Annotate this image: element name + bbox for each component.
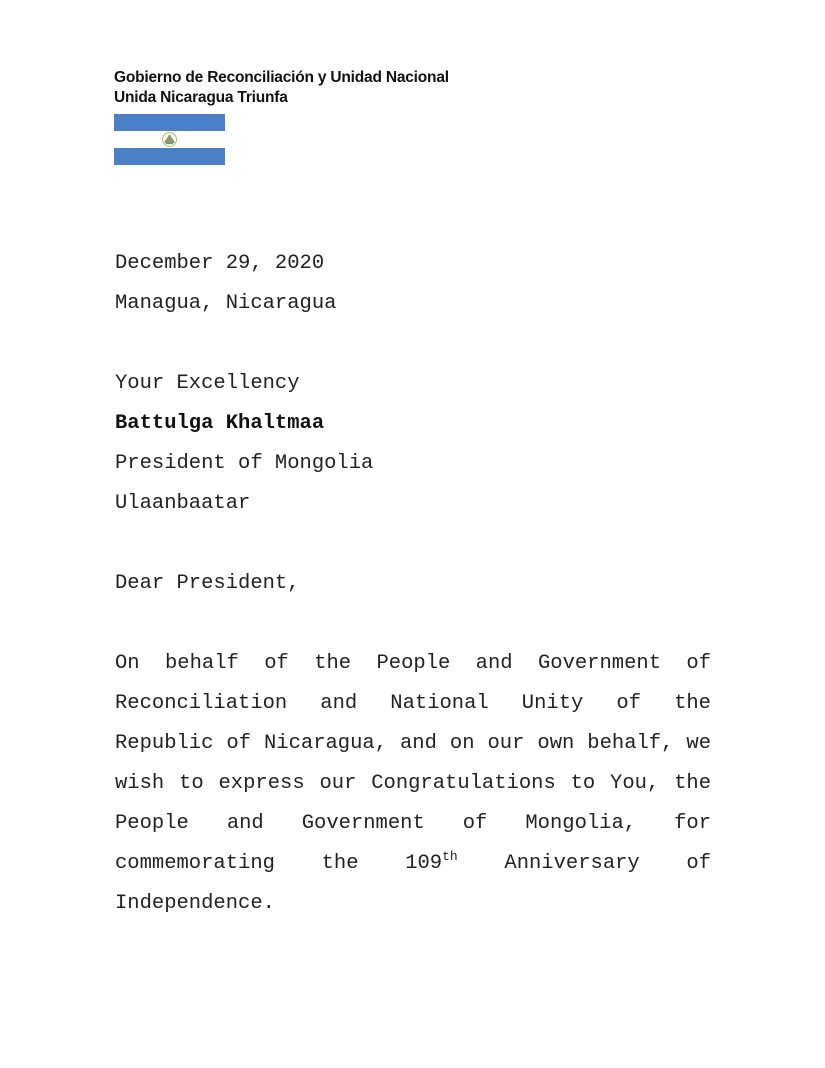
recipient-city: Ulaanbaatar — [115, 492, 251, 515]
body-text-part1: On behalf of the People and Government of Reconciliation and National Unity of the Republic of Nicaragua, and on our own behalf, we wish to express our Congratulations to You, the People and Government of Mongolia, for commemorating the 109 — [115, 652, 711, 875]
body-text-part2: Anniversary of Independence. — [115, 852, 712, 915]
recipient-position: President of Mongolia — [115, 452, 374, 475]
flag-stripe-top — [114, 114, 225, 131]
letter-body-paragraph — [115, 644, 711, 924]
letterhead — [114, 68, 449, 108]
recipient-name: Battulga Khaltmaa — [115, 412, 325, 435]
letterhead-government-name: Gobierno de Reconciliación y Unidad Nacional — [114, 69, 449, 86]
letter-content — [115, 244, 711, 924]
flag-stripe-bottom — [114, 148, 225, 165]
ordinal-suffix: th — [442, 849, 458, 864]
spacer — [115, 524, 711, 564]
letter-place: Managua, Nicaragua — [115, 292, 337, 315]
greeting: Dear President, — [115, 572, 300, 595]
spacer — [115, 604, 711, 644]
letterhead-slogan: Unida Nicaragua Triunfa — [114, 89, 288, 106]
nicaragua-flag-icon — [114, 114, 225, 165]
spacer — [115, 324, 711, 364]
salutation-title: Your Excellency — [115, 372, 300, 395]
letter-date: December 29, 2020 — [115, 252, 325, 275]
